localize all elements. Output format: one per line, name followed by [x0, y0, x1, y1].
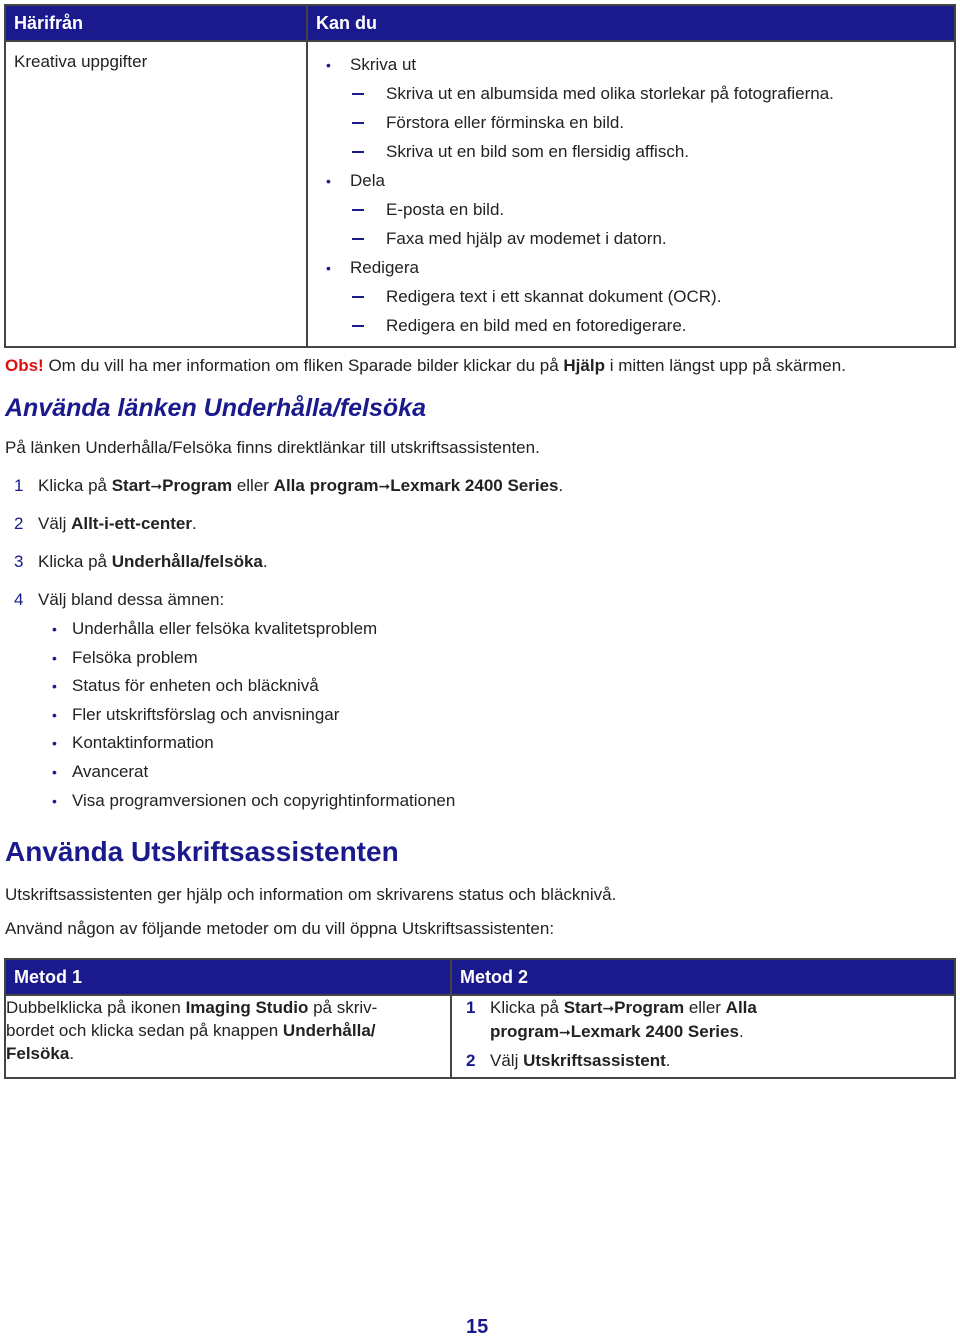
task-item: Redigera en bild med en fotoredigerare.	[386, 315, 687, 335]
method-2-step-1	[466, 996, 954, 1044]
bullet-icon: •	[326, 172, 331, 189]
note	[5, 356, 846, 376]
bullet-icon: •	[52, 764, 57, 780]
method-bold: Felsöka	[6, 1044, 70, 1063]
method-text: bordet och klicka sedan på knappen	[6, 1021, 283, 1040]
arrow-right-icon: ➞	[378, 478, 391, 494]
page-number: 15	[466, 1316, 489, 1338]
topic-text: Fler utskriftsförslag och anvisningar	[72, 705, 340, 724]
topic-item	[52, 705, 339, 725]
step-text: Välj	[490, 1051, 524, 1070]
bullet-icon: •	[52, 735, 57, 751]
section2-p2: Använd någon av följande metoder om du vill öppna Utskriftsassistenten:	[5, 919, 555, 938]
bullet-icon: •	[52, 707, 57, 723]
section-intro: På länken Underhålla/Felsöka finns direktlänkar till utskriftsassistenten.	[5, 438, 540, 457]
bullet-icon: •	[326, 259, 331, 276]
step-bold: Utskriftsassistent	[523, 1051, 666, 1070]
method-1-cell	[5, 995, 451, 1078]
step-text: Välj bland dessa ämnen:	[38, 590, 225, 609]
dash-icon	[352, 151, 364, 153]
step-text: Välj	[38, 514, 72, 533]
step-number: 2	[466, 1051, 476, 1070]
step-text: .	[738, 1022, 744, 1041]
task-item: Skriva ut en albumsida med olika storlekar på fotografierna.	[386, 83, 834, 103]
topic-item	[52, 676, 319, 696]
note-label: Obs!	[5, 356, 44, 375]
task-item: Skriva ut en bild som en flersidig affisch.	[386, 141, 689, 161]
topic-text: Kontaktinformation	[72, 733, 214, 752]
step-bold: Start	[563, 998, 603, 1017]
step-text: .	[558, 476, 564, 495]
topic-text: Felsöka problem	[72, 648, 198, 667]
col-header-from: Härifrån	[5, 5, 307, 41]
note-text-end: i mitten längst upp på skärmen.	[604, 356, 846, 375]
bullet-icon: •	[52, 793, 57, 809]
method-text: Dubbelklicka på ikonen	[6, 998, 186, 1017]
topic-item	[52, 791, 455, 811]
topic-item	[52, 733, 214, 753]
group-label: Skriva ut	[350, 54, 417, 74]
method-text: .	[69, 1044, 75, 1063]
task-list	[307, 41, 955, 347]
method-2-header: Metod 2	[451, 959, 955, 995]
step-text: .	[262, 552, 268, 571]
bullet-icon: •	[52, 678, 57, 694]
methods-table	[4, 958, 956, 1079]
section-title-assistant: Använda Utskriftsassistenten	[5, 836, 399, 867]
note-text: Om du vill ha mer information om fliken Sparade bilder klickar du på	[43, 356, 564, 375]
step-text: eller	[232, 476, 274, 495]
step-number: 2	[14, 514, 24, 533]
group-label: Redigera	[350, 257, 419, 277]
step-number: 4	[14, 590, 24, 609]
section2-p1: Utskriftsassistenten ger hjälp och information om skrivarens status och bläcknivå.	[5, 885, 617, 904]
step-4	[14, 590, 224, 610]
step-text: eller	[684, 998, 726, 1017]
dash-icon	[352, 122, 364, 124]
section-title-maintain: Använda länken Underhålla/felsöka	[5, 394, 426, 422]
dash-icon	[352, 93, 364, 95]
task-item: Faxa med hjälp av modemet i datorn.	[386, 228, 667, 248]
dash-icon	[352, 296, 364, 298]
arrow-right-icon: ➞	[150, 478, 163, 494]
step-text: Klicka på	[38, 552, 112, 571]
group-label: Dela	[350, 170, 385, 190]
step-bold: program	[490, 1022, 559, 1041]
feature-table	[4, 4, 956, 348]
step-bold: Lexmark 2400 Series	[570, 1022, 739, 1041]
method-bold: Imaging Studio	[185, 998, 309, 1017]
method-bold: Underhålla/	[282, 1021, 376, 1040]
step-bold: Alla program	[273, 476, 379, 495]
step-text: Klicka på	[490, 998, 564, 1017]
topic-text: Visa programversionen och copyrightinformationen	[72, 791, 456, 810]
arrow-right-icon: ➞	[602, 1000, 615, 1016]
step-bold: Start	[111, 476, 151, 495]
topic-item	[52, 619, 377, 639]
topic-item	[52, 648, 198, 668]
method-text: på skriv-	[308, 998, 378, 1017]
step-bold: Program	[162, 476, 233, 495]
step-1	[14, 476, 563, 496]
method-2-cell	[451, 995, 955, 1078]
dash-icon	[352, 325, 364, 327]
step-2	[14, 514, 197, 534]
topic-text: Avancerat	[72, 762, 149, 781]
dash-icon	[352, 209, 364, 211]
task-item: Redigera text i ett skannat dokument (OCR).	[386, 286, 722, 306]
topic-text: Status för enheten och bläcknivå	[72, 676, 319, 695]
bullet-icon: •	[52, 650, 57, 666]
method-1-header: Metod 1	[5, 959, 451, 995]
col-header-can: Kan du	[307, 5, 955, 41]
step-number: 1	[14, 476, 24, 495]
topic-item	[52, 762, 148, 782]
bullet-icon: •	[326, 56, 331, 73]
step-text: Klicka på	[38, 476, 112, 495]
step-text: .	[665, 1051, 671, 1070]
bullet-icon: •	[52, 621, 57, 637]
step-text: .	[191, 514, 197, 533]
row-label: Kreativa uppgifter	[5, 41, 307, 347]
step-bold: Lexmark 2400 Series	[390, 476, 559, 495]
topic-text: Underhålla eller felsöka kvalitetsproblem	[72, 619, 378, 638]
step-3	[14, 552, 268, 572]
method-2-step-2	[466, 1049, 954, 1072]
arrow-right-icon: ➞	[558, 1024, 571, 1040]
task-item: Förstora eller förminska en bild.	[386, 112, 625, 132]
step-number: 3	[14, 552, 24, 571]
step-number: 1	[466, 998, 476, 1017]
step-bold: Allt-i-ett-center	[71, 514, 192, 533]
step-bold: Underhålla/felsöka	[111, 552, 263, 571]
task-item: E-posta en bild.	[386, 199, 505, 219]
step-bold: Program	[614, 998, 685, 1017]
step-bold: Alla	[725, 998, 757, 1017]
note-bold: Hjälp	[563, 356, 605, 375]
dash-icon	[352, 238, 364, 240]
